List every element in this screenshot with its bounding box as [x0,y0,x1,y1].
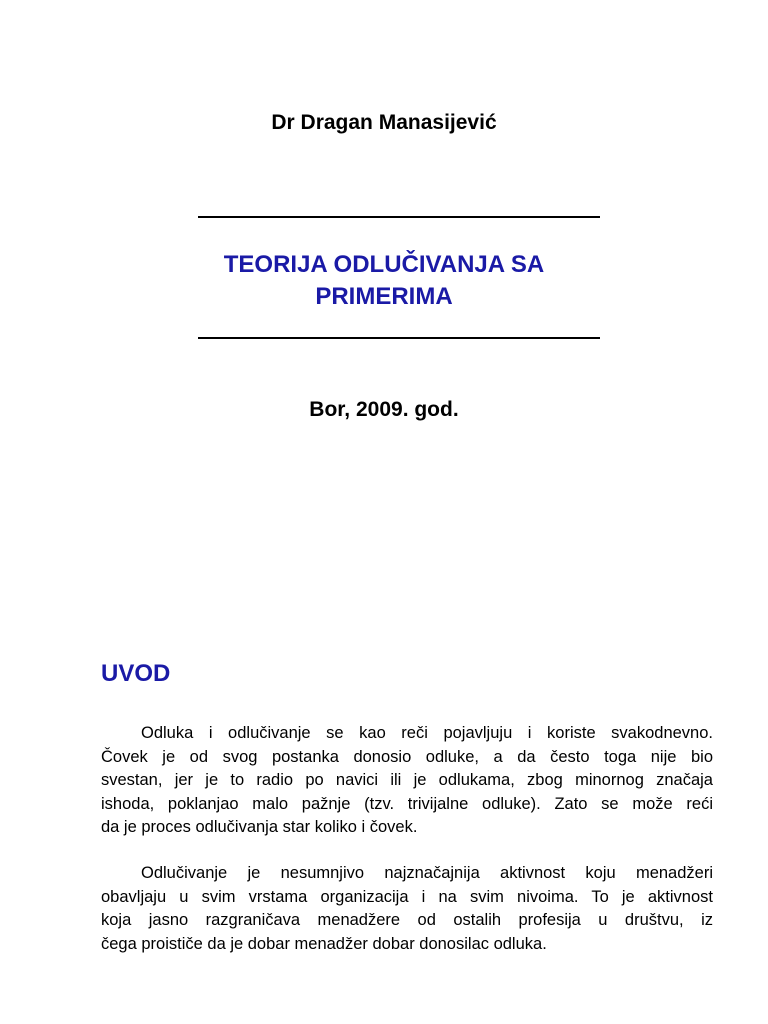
document-title [0,249,768,313]
title-line-2: PRIMERIMA [315,283,453,310]
paragraph-line: ishoda, poklanjao malo pažnje (tzv. trivijalne odluke). Zato se može reći [101,794,713,813]
paragraph-1 [101,722,713,840]
paragraph-line: Čovek je od svog postanka donosio odluke, a da često toga nije bio [101,747,713,766]
title-rule-bottom [198,337,600,339]
section-heading: UVOD [101,660,171,687]
paragraph-line: obavljaju u svim vrstama organizacija i na svim nivoima. To je aktivnost [101,887,713,906]
title-rule-top [198,216,600,218]
paragraph-line: Odlučivanje je nesumnjivo najznačajnija aktivnost koju menadžeri [141,864,713,882]
paragraph-line: svestan, jer je to radio po navici ili je odlukama, zbog minornog značaja [101,771,713,789]
place-date: Bor, 2009. god. [309,398,459,421]
author-name: Dr Dragan Manasijević [271,111,497,134]
paragraph-line: Odluka i odlučivanje se kao reči pojavljuju i koriste svakodnevno. [141,724,713,742]
title-line-1: TEORIJA ODLUČIVANJA SA [223,251,545,278]
paragraph-line: čega proističe da je dobar menadžer dobar donosilac odluka. [101,934,547,953]
paragraph-line: da je proces odlučivanja star koliko i čovek. [101,818,418,836]
paragraph-2 [101,862,713,956]
paragraph-line: koja jasno razgraničava menadžere od ostalih profesija u društvu, iz [101,911,713,929]
